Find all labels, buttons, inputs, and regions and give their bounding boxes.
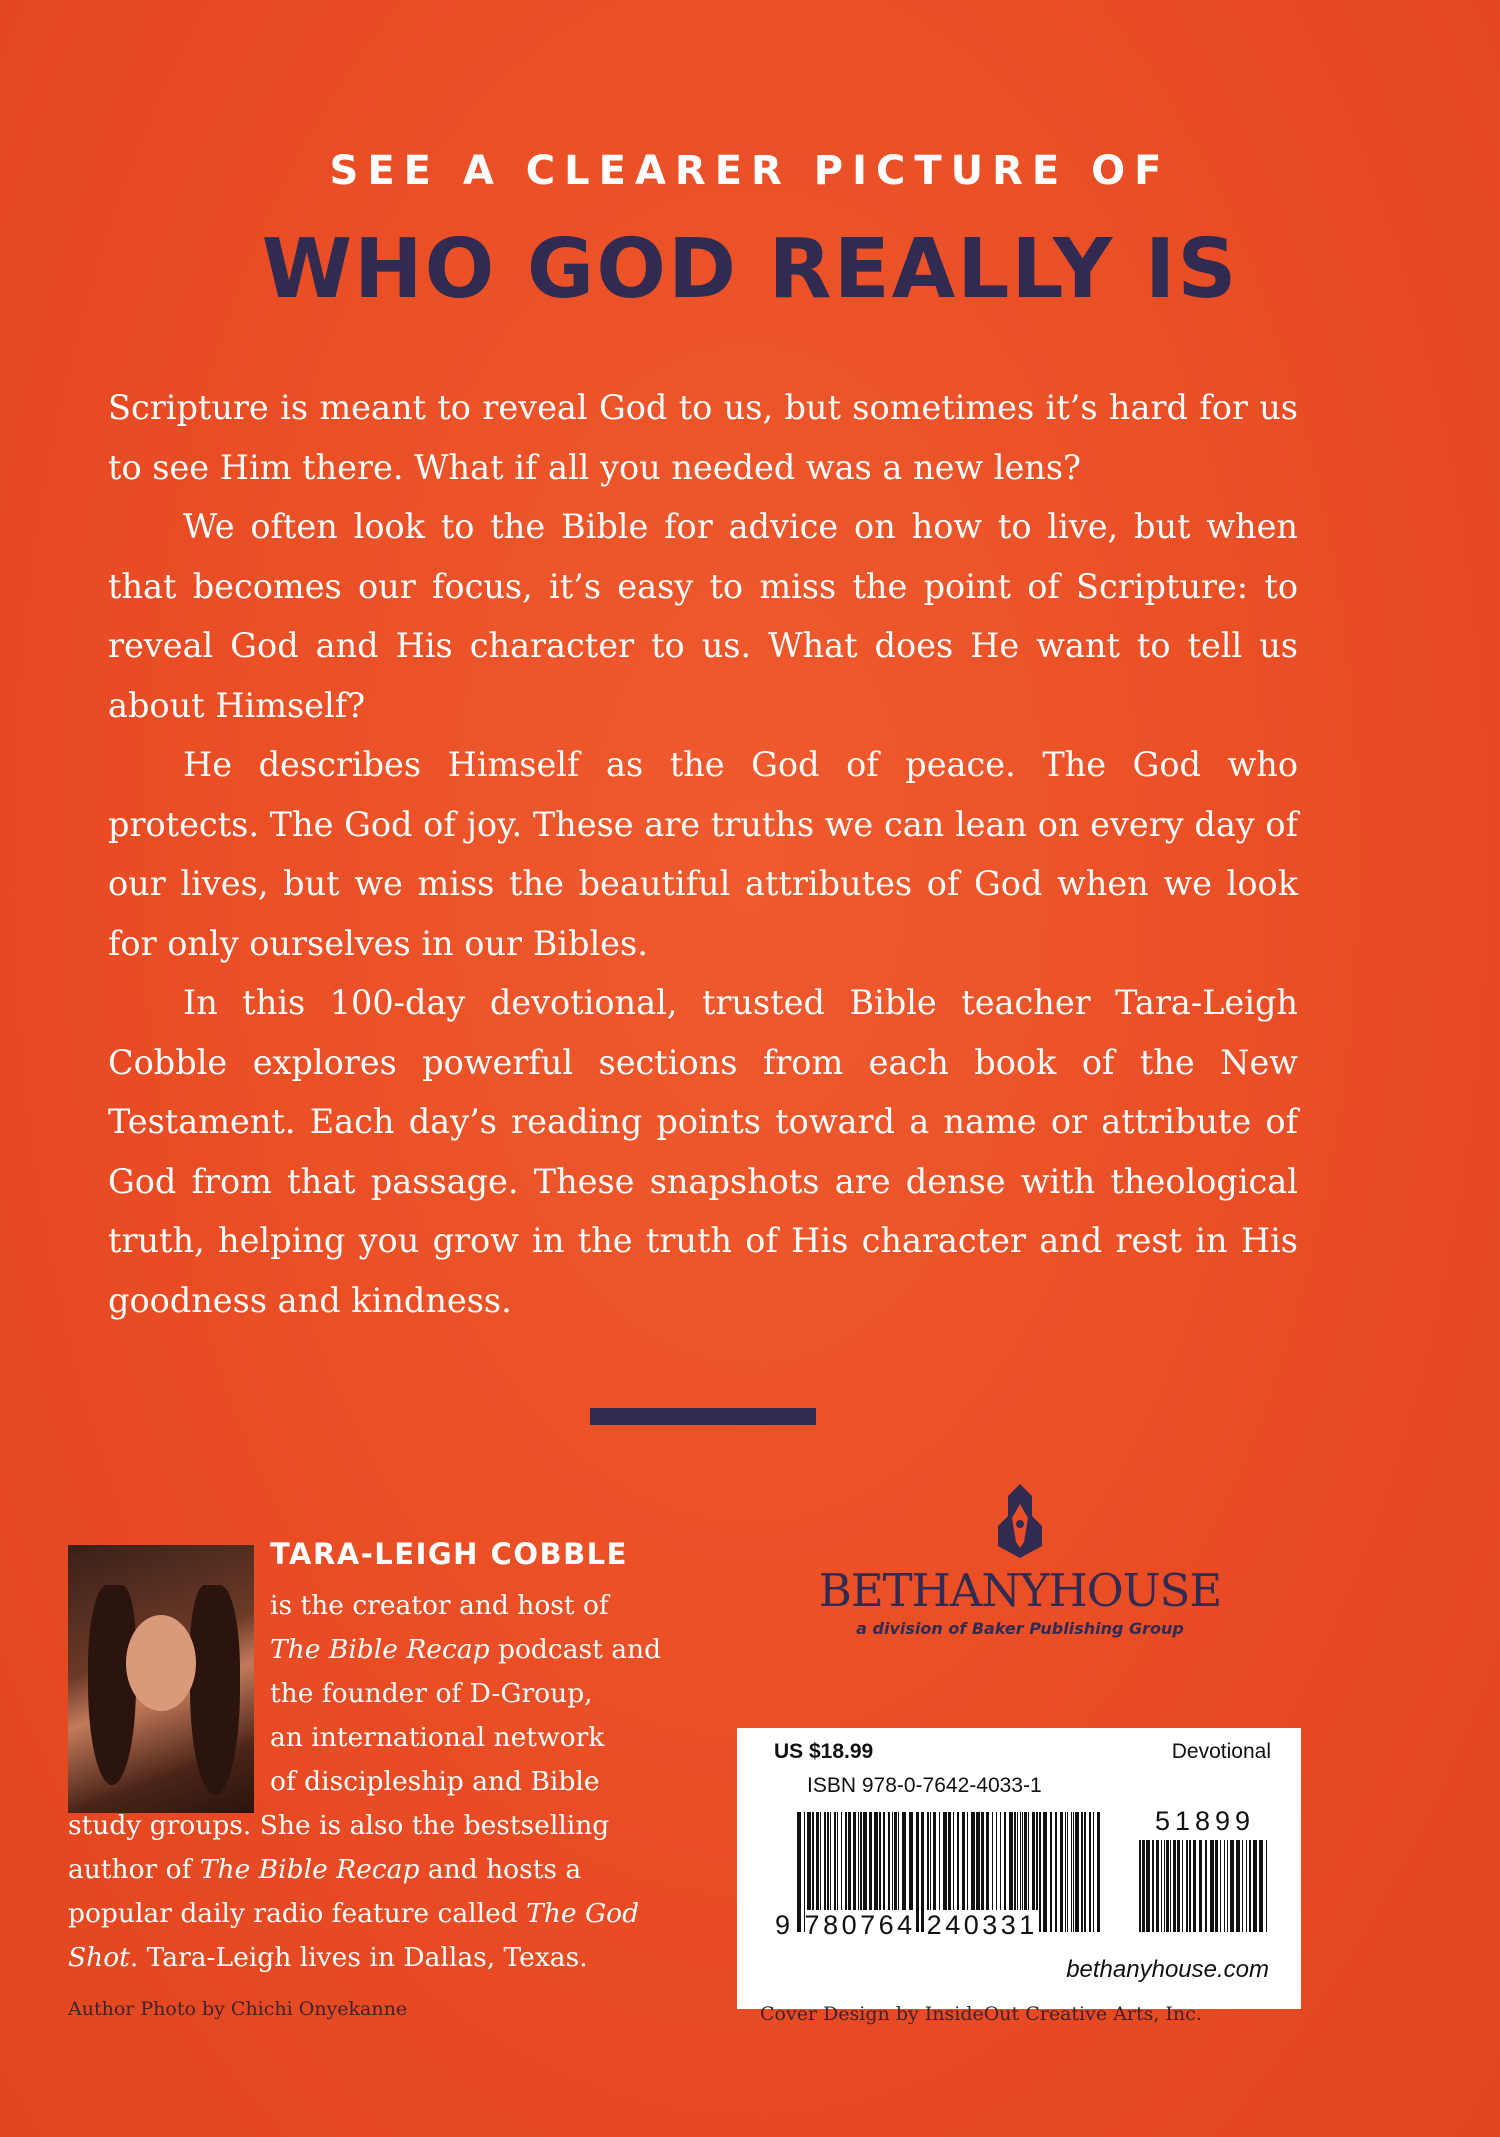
category: Devotional (1171, 1740, 1271, 1763)
bio-line: the founder of D-Group, (270, 1678, 593, 1709)
bio-line: is the creator and host of (270, 1590, 609, 1621)
description-paragraph: We often look to the Bible for advice on how to live, but when that becomes our focus, it’s easy to miss the point of Scripture: to reveal God and His character to us. What does He want to tell us about Himself? (108, 507, 1298, 725)
divider-bar (590, 1408, 816, 1425)
isbn: ISBN 978-0-7642-4033-1 (807, 1774, 1042, 1797)
author-name: TARA-LEIGH COBBLE (270, 1537, 628, 1571)
price: US $18.99 (774, 1740, 874, 1763)
bio-line: of discipleship and Bible (270, 1766, 600, 1797)
cover-design-credit: Cover Design by InsideOut Creative Arts, Inc. (760, 2003, 1202, 2025)
bio-line: popular daily radio feature called The God (68, 1898, 640, 1929)
bio-line: author of The Bible Recap and hosts a (68, 1854, 582, 1885)
description (108, 378, 1298, 1330)
headline: WHO GOD REALLY IS (261, 222, 1239, 317)
bio-line: Shot. Tara-Leigh lives in Dallas, Texas. (68, 1942, 588, 1973)
publisher-logo (760, 1482, 1280, 1638)
bio-line: study groups. She is also the bestselling (68, 1810, 610, 1841)
bio-line: an international network (270, 1722, 605, 1753)
description-paragraph: He describes Himself as the God of peace. The God who protects. The God of joy. These are truths we can lean on every day of our lives, but we miss the beautiful attributes of God when we look for only ourselves in our Bibles. (108, 745, 1298, 963)
pen-nib-icon (990, 1482, 1050, 1560)
barcode-supplement (1139, 1840, 1271, 1932)
barcode-supplement-number: 51899 (1154, 1806, 1256, 1836)
author-bio (68, 1584, 680, 1980)
publisher-subtitle: a division of Baker Publishing Group (856, 1619, 1184, 1638)
price-label (737, 1728, 1301, 2009)
photo-credit: Author Photo by Chichi Onyekanne (68, 1998, 408, 2020)
website: bethanyhouse.com (1066, 1956, 1269, 1983)
description-paragraph: In this 100-day devotional, trusted Bible teacher Tara-Leigh Cobble explores powerful sections from each book of the New Testament. Each day’s reading points toward a name or attribute of God from that passage. These snapshots are dense with theological truth, helping you grow in the truth of His character and rest in His goodness and kindness. (108, 983, 1298, 1320)
description-paragraph: Scripture is meant to reveal God to us, but sometimes it’s hard for us to see Him there. What if all you needed was a new lens? (108, 388, 1298, 487)
kicker-heading: SEE A CLEARER PICTURE OF (329, 148, 1171, 194)
publisher-name: BETHANYHOUSE (818, 1564, 1222, 1617)
barcode-digits: 9 780764 240331 (775, 1910, 1038, 1940)
bio-line: The Bible Recap podcast and (270, 1634, 662, 1665)
